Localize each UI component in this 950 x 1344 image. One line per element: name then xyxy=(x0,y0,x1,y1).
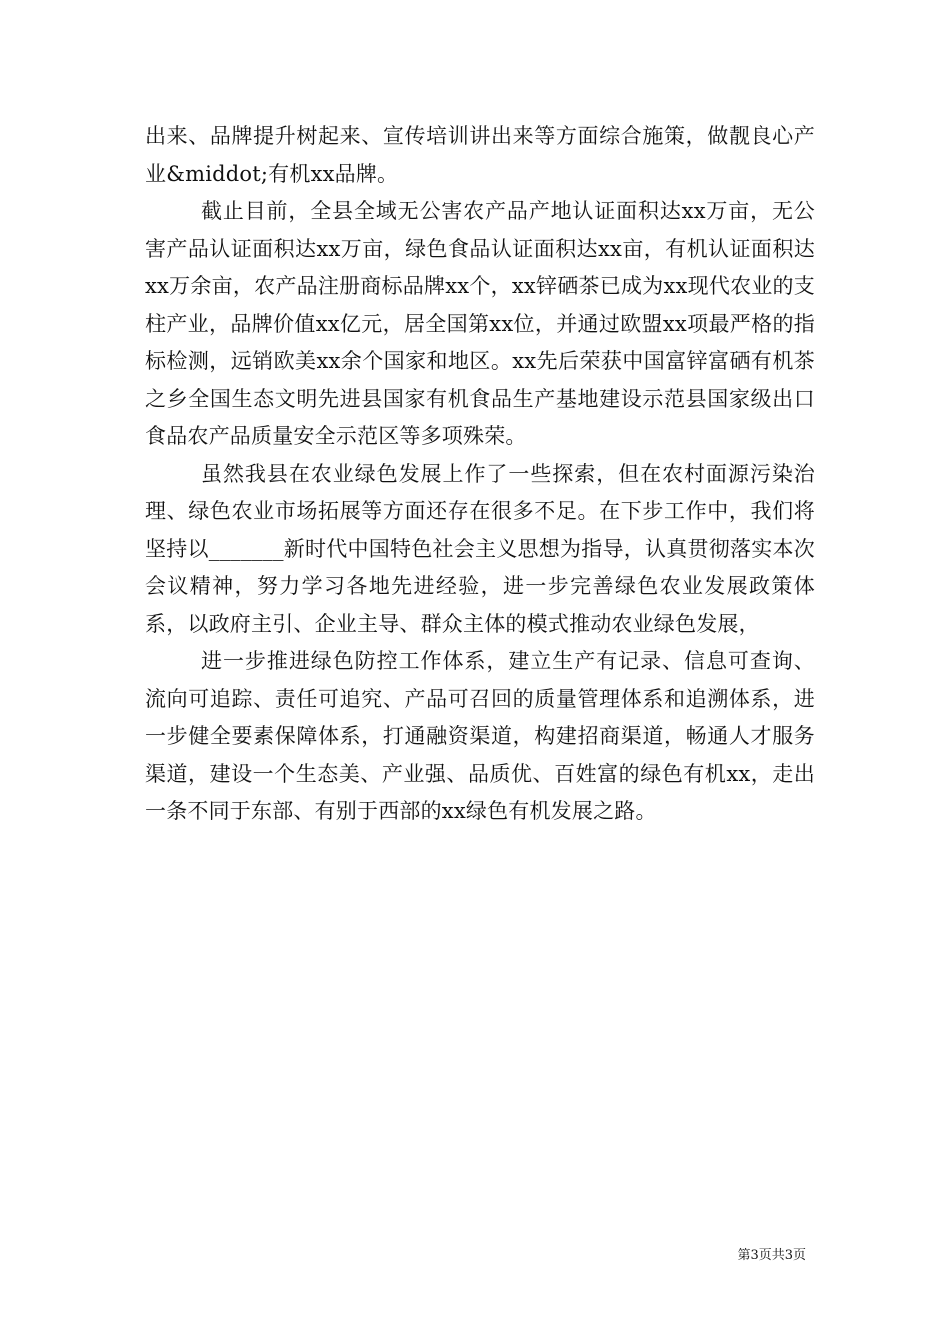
paragraph-shortcomings: 虽然我县在农业绿色发展上作了一些探索，但在农村面源污染治理、绿色农业市场拓展等方面还存在很多不足。在下步工作中，我们将坚持以_______新时代中国特色社会主义思想为指导，认真贯彻落实本次会议精神，努力学习各地先进经验，进一步完善绿色农业发展政策体系，以政府主引、企业主导、群众主体的模式推动农业绿色发展， xyxy=(145,461,815,636)
paragraph-statistics: 截止目前，全县全域无公害农产品产地认证面积达xx万亩，无公害产品认证面积达xx万亩，绿色食品认证面积达xx亩，有机认证面积达xx万余亩，农产品注册商标品牌xx个，xx锌硒茶已成为xx现代农业的支柱产业，品牌价值xx亿元，居全国第xx位，并通过欧盟xx项最严格的指标检测，远销欧美xx余个国家和地区。xx先后荣获中国富锌富硒有机茶之乡全国生态文明先进县国家有机食品生产基地建设示范县国家级出口食品农产品质量安全示范区等多项殊荣。 xyxy=(145,199,815,448)
paragraph-continuation: 出来、品牌提升树起来、宣传培训讲出来等方面综合施策，做靓良心产业&middot;有机xx品牌。 xyxy=(145,124,815,186)
document-body xyxy=(145,118,815,831)
paragraph-next-steps: 进一步推进绿色防控工作体系，建立生产有记录、信息可查询、流向可追踪、责任可追究、产品可召回的质量管理体系和追溯体系，进一步健全要素保障体系，打通融资渠道，构建招商渠道，畅通人才服务渠道，建设一个生态美、产业强、品质优、百姓富的绿色有机xx，走出一条不同于东部、有别于西部的xx绿色有机发展之路。 xyxy=(145,649,815,823)
page-number-footer: 第3页共3页 xyxy=(737,1248,806,1263)
